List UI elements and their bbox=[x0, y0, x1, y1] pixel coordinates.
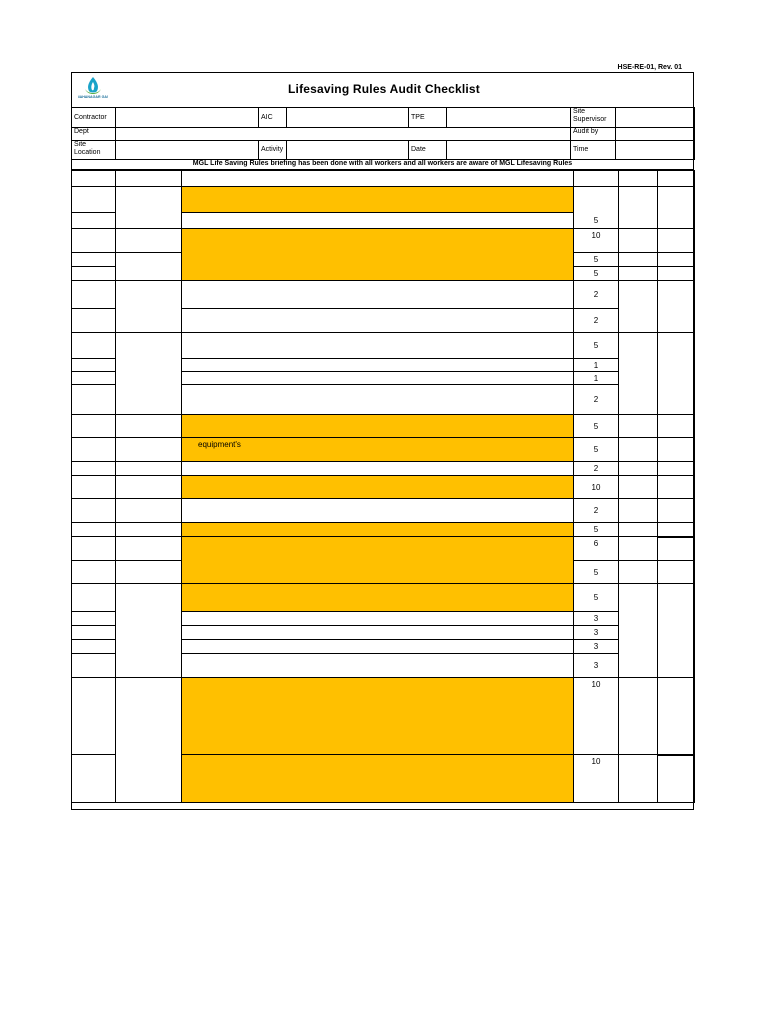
col-rule-header bbox=[116, 171, 182, 187]
remarks-cell[interactable] bbox=[658, 253, 695, 267]
score-cell: 5 bbox=[574, 253, 619, 267]
logo-text: MAHANAGAR GAS bbox=[78, 95, 108, 99]
table-row bbox=[72, 415, 116, 438]
score-cell: 1 bbox=[574, 372, 619, 385]
table-row bbox=[72, 561, 116, 584]
rule-cell bbox=[116, 499, 182, 523]
table-row bbox=[72, 462, 116, 476]
table-row bbox=[72, 267, 116, 281]
tpe-label: TPE bbox=[409, 108, 447, 128]
description-cell bbox=[182, 415, 574, 438]
table-row bbox=[72, 537, 116, 561]
description-cell bbox=[182, 755, 574, 803]
time-label: Time bbox=[571, 141, 616, 160]
obtained-cell[interactable] bbox=[619, 462, 658, 476]
description-cell bbox=[182, 229, 574, 281]
description-cell bbox=[182, 654, 574, 678]
description-cell bbox=[182, 476, 574, 499]
obtained-cell[interactable] bbox=[619, 333, 658, 415]
remarks-cell[interactable] bbox=[658, 462, 695, 476]
table-row bbox=[72, 438, 116, 462]
rule-cell bbox=[116, 187, 182, 229]
col-remarks-header bbox=[658, 171, 695, 187]
page-title: Lifesaving Rules Audit Checklist bbox=[288, 82, 480, 96]
description-cell bbox=[182, 640, 574, 654]
description-cell bbox=[182, 372, 574, 385]
description-cell bbox=[182, 612, 574, 626]
table-row bbox=[72, 309, 116, 333]
score-cell: 5 bbox=[574, 438, 619, 462]
site-location-field[interactable] bbox=[116, 141, 259, 160]
site-supervisor-label: Site Supervisor bbox=[571, 108, 616, 128]
obtained-cell[interactable] bbox=[619, 267, 658, 281]
score-cell: 5 bbox=[574, 584, 619, 612]
date-field[interactable] bbox=[447, 141, 571, 160]
col-sr-header bbox=[72, 171, 116, 187]
table-row bbox=[72, 187, 116, 213]
table-row bbox=[72, 476, 116, 499]
obtained-cell[interactable] bbox=[619, 476, 658, 499]
score-cell: 2 bbox=[574, 462, 619, 476]
checklist-table bbox=[71, 170, 695, 803]
rule-cell bbox=[116, 523, 182, 537]
rule-cell bbox=[116, 476, 182, 499]
remarks-cell[interactable] bbox=[658, 333, 695, 415]
remarks-cell[interactable] bbox=[658, 678, 695, 755]
description-cell bbox=[182, 187, 574, 213]
rule-cell bbox=[116, 537, 182, 561]
score-cell: 5 bbox=[574, 415, 619, 438]
table-row bbox=[72, 281, 116, 309]
table-row bbox=[72, 385, 116, 415]
description-cell: equipment's bbox=[182, 438, 574, 462]
remarks-cell[interactable] bbox=[658, 584, 695, 678]
score-cell: 2 bbox=[574, 385, 619, 415]
table-row bbox=[72, 499, 116, 523]
remarks-cell[interactable] bbox=[658, 755, 695, 803]
description-cell bbox=[182, 213, 574, 229]
col-description-header bbox=[182, 171, 574, 187]
obtained-cell[interactable] bbox=[619, 755, 658, 803]
contractor-label: Contractor bbox=[72, 108, 116, 128]
rule-cell bbox=[116, 415, 182, 438]
description-cell bbox=[182, 462, 574, 476]
contractor-field[interactable] bbox=[116, 108, 259, 128]
time-field[interactable] bbox=[616, 141, 695, 160]
table-row bbox=[72, 654, 116, 678]
obtained-cell[interactable] bbox=[619, 438, 658, 462]
aic-field[interactable] bbox=[287, 108, 409, 128]
col-obtained-header bbox=[619, 171, 658, 187]
table-row bbox=[72, 523, 116, 537]
description-cell bbox=[182, 499, 574, 523]
dept-label: Dept bbox=[72, 128, 116, 141]
table-row bbox=[72, 755, 116, 803]
description-cell bbox=[182, 537, 574, 584]
rule-cell bbox=[116, 678, 182, 803]
score-cell: 10 bbox=[574, 755, 619, 803]
description-cell bbox=[182, 678, 574, 755]
remarks-cell[interactable] bbox=[658, 523, 695, 537]
obtained-cell[interactable] bbox=[619, 281, 658, 333]
remarks-cell[interactable] bbox=[658, 476, 695, 499]
col-score-header bbox=[574, 171, 619, 187]
rule-cell bbox=[116, 438, 182, 462]
obtained-cell[interactable] bbox=[619, 499, 658, 523]
rule-cell bbox=[116, 561, 182, 584]
document-reference: HSE-RE-01, Rev. 01 bbox=[617, 64, 682, 71]
table-row bbox=[72, 678, 116, 755]
briefing-note: MGL Life Saving Rules briefing has been done with all workers and all workers are aware of MGL Lifesaving Rules bbox=[71, 160, 694, 170]
score-cell: 2 bbox=[574, 281, 619, 309]
description-cell bbox=[182, 333, 574, 359]
activity-label: Activity bbox=[259, 141, 287, 160]
score-cell: 5 bbox=[574, 213, 619, 229]
remarks-cell[interactable] bbox=[658, 561, 695, 584]
table-row bbox=[72, 372, 116, 385]
score-cell: 1 bbox=[574, 359, 619, 372]
table-row bbox=[72, 333, 116, 359]
score-cell: 3 bbox=[574, 612, 619, 626]
tpe-field[interactable] bbox=[447, 108, 571, 128]
description-cell bbox=[182, 281, 574, 309]
table-row bbox=[72, 584, 116, 612]
remarks-cell[interactable] bbox=[658, 281, 695, 333]
table-row bbox=[72, 626, 116, 640]
remarks-cell[interactable] bbox=[658, 537, 695, 561]
table-row bbox=[72, 229, 116, 253]
site-location-label: Site Location bbox=[72, 141, 116, 160]
obtained-cell[interactable] bbox=[619, 523, 658, 537]
remarks-cell[interactable] bbox=[658, 415, 695, 438]
obtained-cell[interactable] bbox=[619, 561, 658, 584]
description-cell bbox=[182, 385, 574, 415]
site-supervisor-field[interactable] bbox=[616, 108, 695, 128]
score-cell: 3 bbox=[574, 654, 619, 678]
obtained-cell[interactable] bbox=[619, 229, 658, 253]
table-row bbox=[72, 612, 116, 626]
rule-cell bbox=[116, 229, 182, 253]
obtained-cell[interactable] bbox=[619, 584, 658, 678]
description-cell bbox=[182, 309, 574, 333]
description-cell bbox=[182, 359, 574, 372]
audit-by-field[interactable] bbox=[616, 128, 695, 141]
score-cell: 5 bbox=[574, 333, 619, 359]
score-cell: 10 bbox=[574, 476, 619, 499]
obtained-cell[interactable] bbox=[619, 187, 658, 229]
obtained-cell[interactable] bbox=[619, 253, 658, 267]
obtained-cell[interactable] bbox=[619, 678, 658, 755]
score-cell: 10 bbox=[574, 229, 619, 253]
date-label: Date bbox=[409, 141, 447, 160]
rule-cell bbox=[116, 253, 182, 281]
table-row bbox=[72, 213, 116, 229]
remarks-cell[interactable] bbox=[658, 438, 695, 462]
table-row bbox=[72, 359, 116, 372]
description-cell bbox=[182, 584, 574, 612]
obtained-cell[interactable] bbox=[619, 537, 658, 561]
score-cell: 5 bbox=[574, 523, 619, 537]
score-cell: 5 bbox=[574, 561, 619, 584]
remarks-cell[interactable] bbox=[658, 267, 695, 281]
rule-cell bbox=[116, 333, 182, 415]
remarks-cell[interactable] bbox=[658, 187, 695, 229]
score-cell: 6 bbox=[574, 537, 619, 561]
score-cell: 2 bbox=[574, 499, 619, 523]
score-cell bbox=[574, 187, 619, 213]
audit-by-label: Audit by bbox=[571, 128, 616, 141]
aic-label: AIC bbox=[259, 108, 287, 128]
description-cell bbox=[182, 523, 574, 537]
score-cell: 3 bbox=[574, 626, 619, 640]
score-cell: 5 bbox=[574, 267, 619, 281]
score-cell: 10 bbox=[574, 678, 619, 755]
activity-field[interactable] bbox=[287, 141, 409, 160]
score-cell: 3 bbox=[574, 640, 619, 654]
table-row bbox=[72, 640, 116, 654]
description-cell bbox=[182, 626, 574, 640]
rule-cell bbox=[116, 584, 182, 678]
rule-cell bbox=[116, 462, 182, 476]
table-row bbox=[72, 253, 116, 267]
remarks-cell[interactable] bbox=[658, 229, 695, 253]
score-cell: 2 bbox=[574, 309, 619, 333]
dept-field[interactable] bbox=[116, 128, 571, 141]
remarks-cell[interactable] bbox=[658, 499, 695, 523]
rule-cell bbox=[116, 281, 182, 333]
audit-header-table bbox=[71, 107, 695, 160]
obtained-cell[interactable] bbox=[619, 415, 658, 438]
